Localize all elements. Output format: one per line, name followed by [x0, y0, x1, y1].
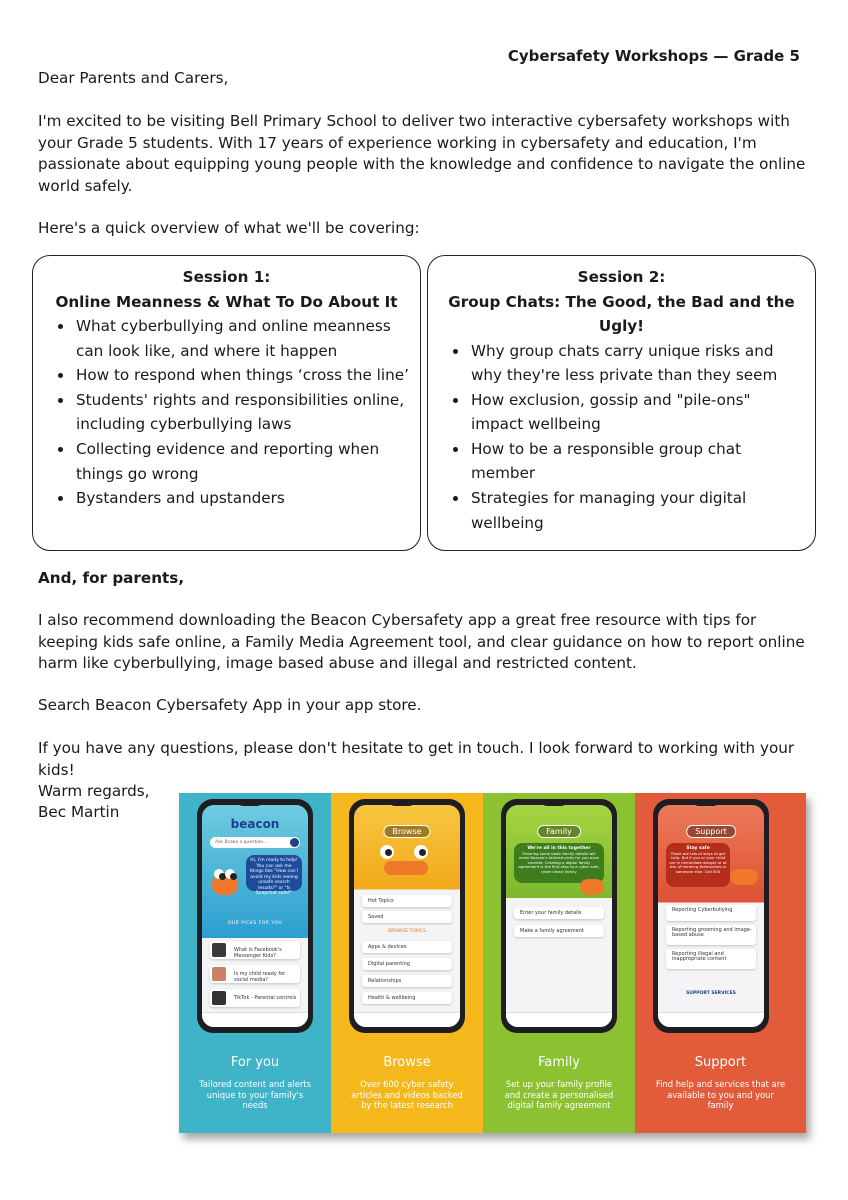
greeting: Dear Parents and Carers, [38, 69, 229, 87]
tab-bar [658, 1012, 764, 1027]
phone-mockup [197, 799, 313, 1033]
signoff: Warm regards, [38, 782, 150, 800]
questions-paragraph: If you have any questions, please don't hesitate to get in touch. I look forward to working with your kids! [38, 739, 795, 779]
support-services-heading: SUPPORT SERVICES [686, 991, 736, 996]
overview-line: Here's a quick overview of what we'll be covering: [38, 219, 420, 237]
promo-panel-family [483, 793, 635, 1133]
app-paragraph: I also recommend downloading the Beacon Cybersafety app a great free resource with tips for keeping kids safe online, a Family Media Agreement tool, and clear guidance on how to report online harm like cyberbullying, image based abuse and illegal and restricted content. [38, 611, 805, 672]
promo-panel-support [635, 793, 806, 1133]
list-item: • What cyberbullying and online meanness can look like, and where it happen [74, 314, 412, 363]
session-2-label: Session 2: [577, 268, 666, 286]
screen-title: Browse [383, 825, 430, 838]
list-item[interactable]: Saved [362, 911, 452, 923]
phone-mockup [501, 799, 617, 1033]
list-item: • How exclusion, gossip and "pile-ons" impact wellbeing [469, 388, 793, 437]
topics-heading: BROWSE TOPICS [388, 929, 426, 934]
list-item[interactable]: Reporting illegal and inappropriate content [666, 949, 756, 969]
tab-bar [202, 1012, 308, 1027]
list-item[interactable]: Relationships [362, 975, 452, 987]
list-item[interactable]: Enter your family details [514, 907, 604, 919]
list-item: • Collecting evidence and reporting when things go wrong [74, 437, 412, 486]
list-item[interactable]: Digital parenting [362, 958, 452, 970]
thumbnail [212, 943, 226, 957]
session-1-card [32, 255, 421, 551]
search-icon[interactable] [290, 838, 299, 847]
list-item[interactable]: TikTok - Parental controls [210, 989, 300, 1007]
parents-heading: And, for parents, [38, 569, 185, 587]
list-item[interactable]: Health & wellbeing [362, 992, 452, 1004]
session-1-bullets [33, 314, 420, 511]
list-item[interactable]: Hot Topics [362, 895, 452, 907]
list-item[interactable]: Apps & devices [362, 941, 452, 953]
list-item: • Why group chats carry unique risks and why they're less private than they seem [469, 339, 793, 388]
panel-title: Family [538, 1055, 580, 1070]
tab-bar [506, 1012, 612, 1027]
document-header: Cybersafety Workshops — Grade 5 [507, 47, 800, 65]
session-2-card [427, 255, 816, 551]
beacon-app-promo-image [179, 793, 806, 1133]
screen-title: Family [537, 825, 581, 838]
panel-description: Set up your family profile and create a personalised digital family agreement [504, 1079, 614, 1111]
mascot-icon [580, 879, 604, 895]
session-1-label: Session 1: [182, 268, 271, 286]
list-item: • How to respond when things ‘cross the line’ [74, 363, 412, 388]
beacon-logo: beacon [230, 817, 280, 831]
panel-description: Find help and services that are available to you and your family [655, 1079, 786, 1111]
session-2-title: Group Chats: The Good, the Bad and the Ugly! [448, 292, 795, 335]
thumbnail [212, 967, 226, 981]
phone-mockup [349, 799, 465, 1033]
session-2-bullets [428, 339, 815, 536]
mascot-icon [212, 873, 238, 895]
search-paragraph: Search Beacon Cybersafety App in your app store. [38, 696, 422, 714]
sos-mascot-icon [730, 869, 758, 885]
panel-description: Over 600 cyber safety articles and videos backed by the latest research [351, 1079, 463, 1111]
list-item: • Strategies for managing your digital wellbeing [469, 486, 793, 535]
chat-bubble: Hi, I'm ready to help! You can ask me things like "How can I avoid my kids seeing unsafe search results?" or "Is Snapchat safe?" [246, 855, 302, 891]
panel-title: Support [694, 1055, 747, 1070]
thumbnail [212, 991, 226, 1005]
list-item[interactable]: Reporting Cyberbullying [666, 905, 756, 921]
promo-panel-for-you [179, 793, 331, 1133]
list-item: • Students' rights and responsibilities online, including cyberbullying laws [74, 388, 412, 437]
list-item[interactable]: Is my child ready for social media? [210, 965, 300, 983]
mascot-icon [374, 845, 438, 875]
intro-paragraph: I'm excited to be visiting Bell Primary School to deliver two interactive cybersafety workshops with your Grade 5 students. With 17 years of experience working in cybersafety and education, I'm passionate about equipping young people with the knowledge and confidence to navigate the online world safely. [38, 112, 806, 195]
list-item[interactable]: Reporting grooming and image-based abuse [666, 925, 756, 945]
search-input[interactable]: Ask Bcaka a question... [210, 837, 300, 848]
list-item[interactable]: Make a family agreement [514, 925, 604, 937]
panel-title: Browse [383, 1055, 431, 1070]
info-bubble: Stay safe There are lots of ways to get help. But if you or your child are in immediate danger or at risk of harming themselves or someone else. Call 000 [666, 843, 730, 887]
session-1-title: Online Meanness & What To Do About It [55, 292, 398, 311]
info-bubble: We're all in this together Entering some basic family details will make Beacon's tailored picks for you even smarter. Creating a digital family agreement is the first step to a cyber safe, cyber smart family. [514, 843, 604, 883]
signature: Bec Martin [38, 803, 120, 821]
phone-mockup [653, 799, 769, 1033]
list-item: • Bystanders and upstanders [74, 486, 412, 511]
panel-title: For you [230, 1055, 280, 1070]
list-item: • How to be a responsible group chat member [469, 437, 793, 486]
promo-panel-browse [331, 793, 483, 1133]
list-item[interactable]: What is Facebook's Messenger Kids? [210, 941, 300, 959]
panel-description: Tailored content and alerts unique to your family's needs [199, 1079, 311, 1111]
picks-heading: OUR PICKS FOR YOU [227, 921, 283, 926]
screen-title: Support [686, 825, 736, 838]
tab-bar [354, 1012, 460, 1027]
